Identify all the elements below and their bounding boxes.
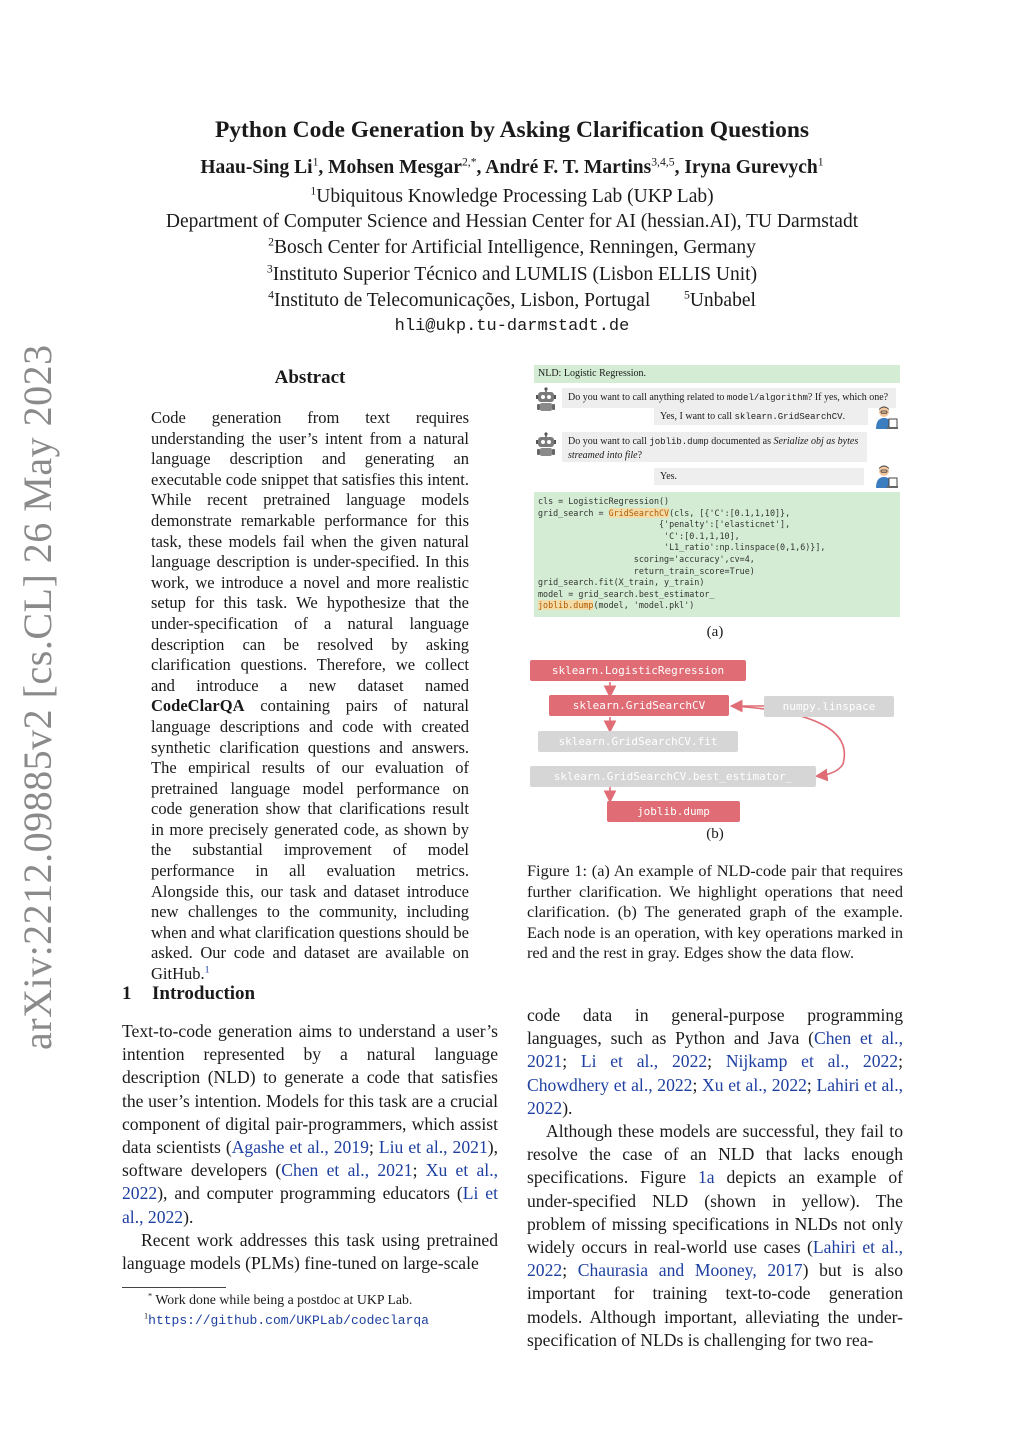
graph-node-gridsearchcv-fit: sklearn.GridSearchCV.fit <box>538 731 738 752</box>
abstract-body: Code generation from text requires understanding the user’s intent from a natural language description and generating an executable code snippet that satisfies this intent. While recent pretrained language models demonstrate remarkable performance for this task, these models fail when the given natural language description is under-specified. In this work, we introduce a novel and more realistic setup for this task. We hypothesize that the under-specification of a natural language description can be resolved by asking clarification questions. Therefore, we collect and introduce a new dataset named CodeClarQA containing pairs of natural language descriptions and code with created synthetic clarification questions and answers. The empirical results of our evaluation of pretrained language model performance on code generation show that clarifications result in more precisely generated code, as shown by the substantial improvement of model performance in all evaluation metrics. Alongside this, our task and dataset introduce new challenges to the community, including when and what clarification questions should be asked. Our code and dataset are available on GitHub.$^1$ <box>151 408 470 984</box>
affiliation-2: $^2$Bosch Center for Artificial Intelligence, Renningen, Germany <box>268 235 756 258</box>
subfigure-caption-b: (b) <box>706 826 724 842</box>
figure-ref-link[interactable]: 1a <box>697 1167 715 1188</box>
footnote-link[interactable]: 1 <box>204 964 210 976</box>
figure-1b-graph <box>527 654 903 826</box>
affiliation-1: $^1$Ubiquitous Knowledge Processing Lab (UKP Lab) <box>310 184 714 207</box>
contact-email[interactable]: hli@ukp.tu-darmstadt.de <box>394 317 630 336</box>
footnote-rule <box>122 1287 226 1288</box>
citation-link[interactable]: Chaurasia and Mooney, 2017 <box>577 1260 803 1281</box>
user-icon <box>874 464 898 490</box>
highlighted-operation: GridSearchCV <box>608 507 670 518</box>
author-list: Haau-Sing Li$^1$, Mohsen Mesgar$^{2,*}$, André F. T. Martins$^{3,4,5}$, Iryna Gurevych$^1$ <box>200 155 824 178</box>
answer-1: Yes, I want to call sklearn.GridSearchCV. <box>654 408 868 425</box>
citation-link[interactable]: Lahiri et al., 2022 <box>527 1237 903 1281</box>
paper-title: Python Code Generation by Asking Clarification Questions <box>214 117 810 143</box>
intro-right-column <box>527 1004 903 1352</box>
figure-1a <box>534 365 900 617</box>
graph-node-joblib-dump: joblib.dump <box>607 801 740 822</box>
graph-node-gridsearchcv: sklearn.GridSearchCV <box>549 695 729 716</box>
author-affil-mark: 1 <box>817 155 824 169</box>
nld-box: NLD: Logistic Regression. <box>534 365 900 383</box>
answer-2: Yes. <box>654 468 864 485</box>
arxiv-identifier: arXiv:2212.09885v2 [cs.CL] 26 May 2023 <box>15 344 60 1050</box>
citation-link[interactable]: Lahiri et al., 2022 <box>527 1074 903 1118</box>
citation-link[interactable]: Liu et al., 2021 <box>378 1137 488 1158</box>
code-snippet: cls = LogisticRegression() grid_search = GridSearchCV(cls, [{'C':[0.1,1,10]}, {'penalty':['elasticnet'], 'C':[0.1,1,10], 'L1_ratio':np.linspace(0,1,6)}], scoring='accuracy',cv=4, return_train_score=True) grid_search.fit(X_train, y_train) model = grid_search.best_estimator_ joblib.dump(model, 'model.pkl') <box>534 492 900 617</box>
citation-link[interactable]: Li et al., 2022 <box>580 1051 708 1072</box>
citation-link[interactable]: Xu et al., 2022 <box>122 1160 498 1204</box>
citation-link[interactable]: Li et al., 2022 <box>122 1183 499 1227</box>
author-affil-mark: 1 <box>312 155 319 169</box>
highlighted-operation: joblib.dump <box>538 600 594 611</box>
affiliation-3: $^3$Instituto Superior Técnico and LUMLIS (Lisbon ELLIS Unit) <box>266 262 758 285</box>
figure-1-caption: Figure 1: (a) An example of NLD-code pair that requires further clarification. We highlight operations that need clarification. (b) The generated graph of the example. Each node is an operation, with key operations marked in red and the rest in gray. Edges show the data flow. <box>527 861 903 963</box>
graph-node-logistic-regression: sklearn.LogisticRegression <box>530 660 746 681</box>
graph-node-best-estimator: sklearn.GridSearchCV.best_estimator_ <box>530 766 816 787</box>
footnote-1: * Work done while being a postdoc at UKP Lab. <box>148 1291 413 1307</box>
citation-link[interactable]: Chowdhery et al., 2022 <box>527 1074 693 1095</box>
author-name: Mohsen Mesgar <box>328 157 462 178</box>
citation-link[interactable]: Agashe et al., 2019 <box>231 1137 369 1158</box>
question-2: Do you want to call joblib.dump documented as Serialize obj as bytes streamed into file? <box>562 432 867 462</box>
author-name: Iryna Gurevych <box>684 157 818 178</box>
paragraph: code data in general-purpose programming languages, such as Python and Java (Chen et al., 2021; Li et al., 2022; Nijkamp et al., 2022; Chowdhery et al., 2022; Xu et al., 2022; Lahiri et al., 2022). <box>527 1005 903 1118</box>
paragraph: Recent work addresses this task using pretrained language models (PLMs) fine-tuned on large-scale <box>122 1229 498 1274</box>
question-1: Do you want to call anything related to model/algorithm? If yes, which one? <box>562 388 896 408</box>
author-affil-mark: 2,* <box>461 155 477 169</box>
affiliation-4-5: $^4$Instituto de Telecomunicações, Lisbon, Portugal $^5$Unbabel <box>268 288 756 311</box>
section-heading: 1 Introduction <box>122 983 256 1004</box>
citation-link[interactable]: Nijkamp et al., 2022 <box>725 1051 899 1072</box>
affiliation-1-department: Department of Computer Science and Hessian Center for AI (hessian.AI), TU Darmstadt <box>165 211 859 232</box>
paragraph: Although these models are successful, they fail to resolve the case of an NLD that lacks enough specifications. Figure 1a depicts an example of under-specified NLD (shown in yellow). The problem of missing specifications in NLDs not only widely occurs in real-world use cases (Lahiri et al., 2022; Chaurasia and Mooney, 2017) but is also important for training text-to-code generation models. Although important, alleviating the under-specification of NLDs is challenging for two rea- <box>527 1121 903 1350</box>
robot-icon <box>534 432 558 458</box>
author-affil-mark: 3,4,5 <box>651 155 675 169</box>
citation-link[interactable]: Chen et al., 2021 <box>281 1160 413 1181</box>
author-name: André F. T. Martins <box>485 157 652 178</box>
dataset-name: CodeClarQA <box>151 696 245 716</box>
author-name: Haau-Sing Li <box>200 157 313 178</box>
subfigure-caption-a: (a) <box>706 624 724 640</box>
github-link[interactable]: https://github.com/UKPLab/codeclarqa <box>148 1313 429 1328</box>
intro-left-column <box>122 1020 498 1275</box>
robot-icon <box>534 387 558 413</box>
citation-link[interactable]: Chen et al., 2021 <box>527 1028 903 1072</box>
user-icon <box>874 405 898 431</box>
citation-link[interactable]: Xu et al., 2022 <box>702 1074 807 1095</box>
paragraph: Text-to-code generation aims to understand a user’s intention represented by a natural language description (NLD) to generate a code that satisfies the user’s intention. Models for this task are a crucial component of digital pair-programmers, which assist data scientists (Agashe et al., 2019; Liu et al., 2021), software developers (Chen et al., 2021; Xu et al., 2022), and computer programming educators (Li et al., 2022). <box>122 1021 499 1227</box>
footnote-2: $^1$https://github.com/UKPLab/codeclarqa <box>144 1311 429 1328</box>
graph-node-linspace: numpy.linspace <box>764 696 894 717</box>
abstract-heading: Abstract <box>274 367 346 388</box>
